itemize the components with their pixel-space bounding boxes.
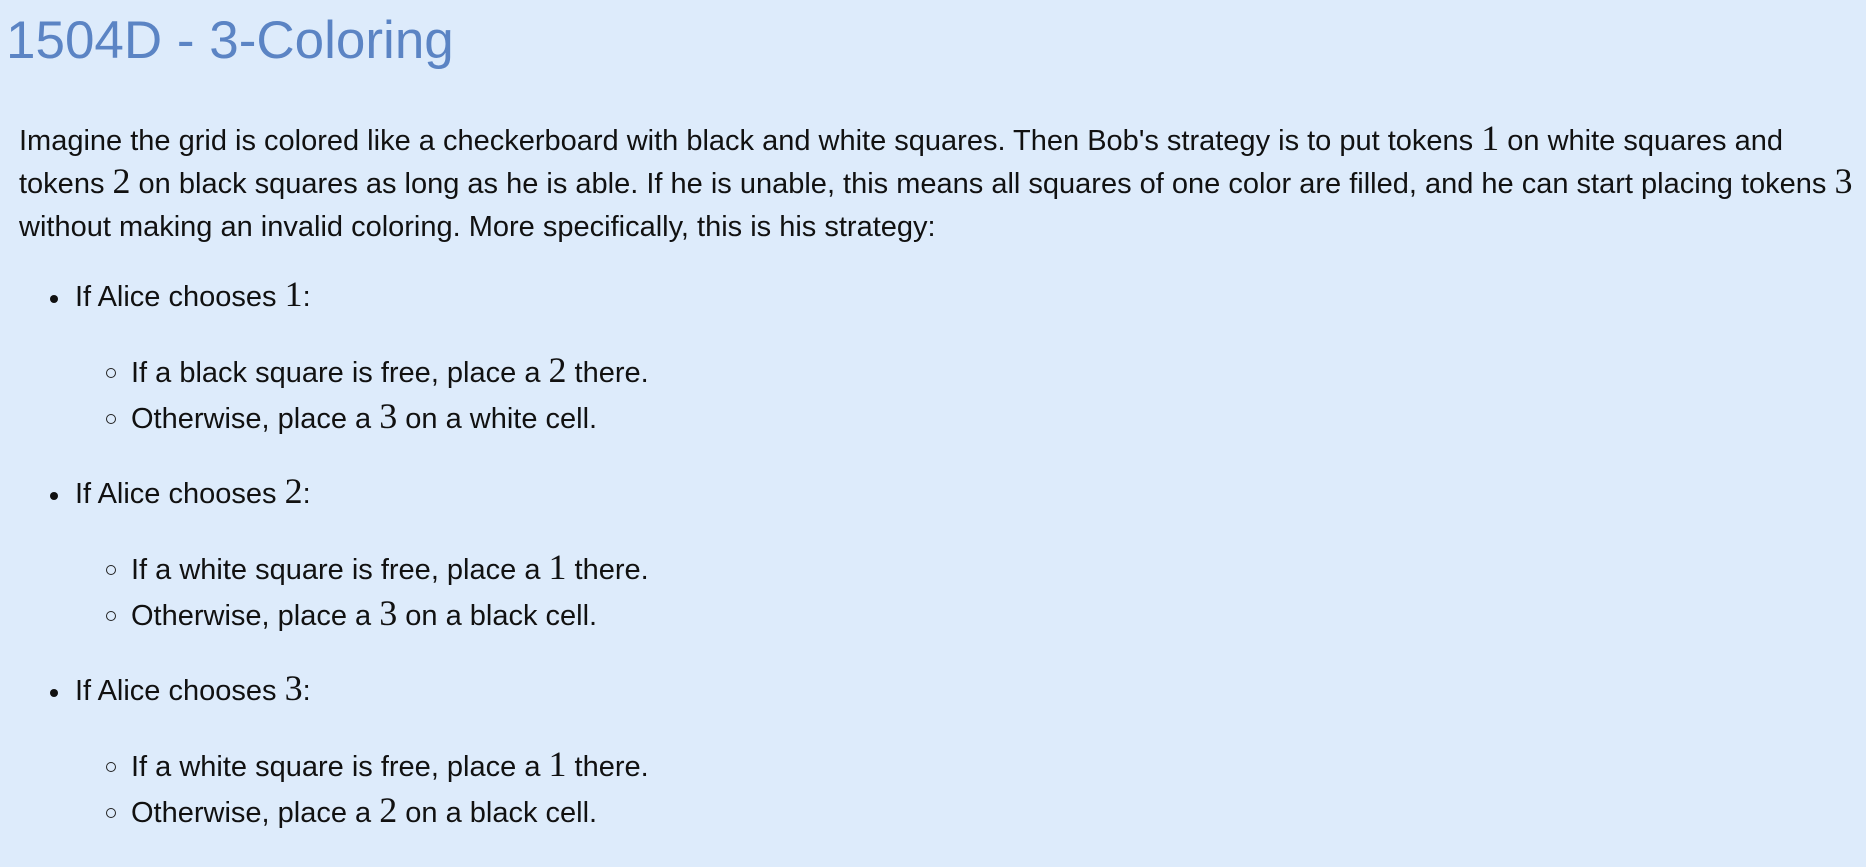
math-token: 2 (284, 471, 303, 511)
math-token: 3 (284, 668, 303, 708)
strategy-list (19, 276, 1854, 838)
rule-text: If a white square is free, place a (131, 751, 549, 783)
rule-item (75, 549, 1854, 595)
rule-text: there. (566, 751, 649, 783)
math-token: 1 (548, 547, 567, 587)
case-colon: : (302, 675, 311, 707)
intro-text: on black squares as long as he is able. If he is unable, this means all squares of one color are filled, and he can start placing tokens (130, 168, 1835, 200)
math-token: 1 (548, 744, 567, 784)
math-token: 3 (1834, 161, 1853, 201)
rule-text: If a white square is free, place a (131, 554, 549, 586)
rule-text: on a white cell. (397, 403, 598, 435)
rule-item (75, 792, 1854, 838)
rule-text: there. (566, 554, 649, 586)
math-token: 1 (1481, 118, 1500, 158)
rule-text: Otherwise, place a (131, 403, 380, 435)
page-title: 1504D - 3-Coloring (6, 11, 454, 70)
case-rules (75, 352, 1854, 444)
intro-text: Imagine the grid is colored like a checkerboard with black and white squares. Then Bob's strategy is to put tokens (19, 125, 1482, 157)
math-token: 3 (379, 396, 398, 436)
case-colon: : (302, 281, 311, 313)
math-token: 3 (379, 593, 398, 633)
strategy-case (19, 670, 1854, 838)
case-colon: : (302, 478, 311, 510)
rule-text: Otherwise, place a (131, 600, 380, 632)
rule-text: Otherwise, place a (131, 797, 380, 829)
rule-text: there. (566, 357, 649, 389)
intro-text: without making an invalid coloring. More specifically, this is his strategy: (19, 211, 936, 243)
math-token: 2 (379, 790, 398, 830)
math-token: 2 (112, 161, 131, 201)
intro-paragraph (19, 120, 1854, 249)
strategy-case (19, 473, 1854, 641)
rule-item (75, 595, 1854, 641)
math-token: 2 (548, 350, 567, 390)
rule-item (75, 352, 1854, 398)
strategy-case (19, 276, 1854, 444)
rule-item (75, 746, 1854, 792)
math-token: 1 (284, 274, 303, 314)
case-heading (75, 473, 1854, 516)
editorial-content (19, 120, 1854, 867)
case-lead: If Alice chooses (75, 281, 285, 313)
case-lead: If Alice chooses (75, 478, 285, 510)
intro-text: on white squares and tokens (19, 125, 1783, 200)
case-rules (75, 746, 1854, 838)
case-heading (75, 670, 1854, 713)
case-lead: If Alice chooses (75, 675, 285, 707)
rule-text: If a black square is free, place a (131, 357, 549, 389)
rule-text: on a black cell. (397, 797, 598, 829)
rule-item (75, 398, 1854, 444)
case-heading (75, 276, 1854, 319)
case-rules (75, 549, 1854, 641)
rule-text: on a black cell. (397, 600, 598, 632)
